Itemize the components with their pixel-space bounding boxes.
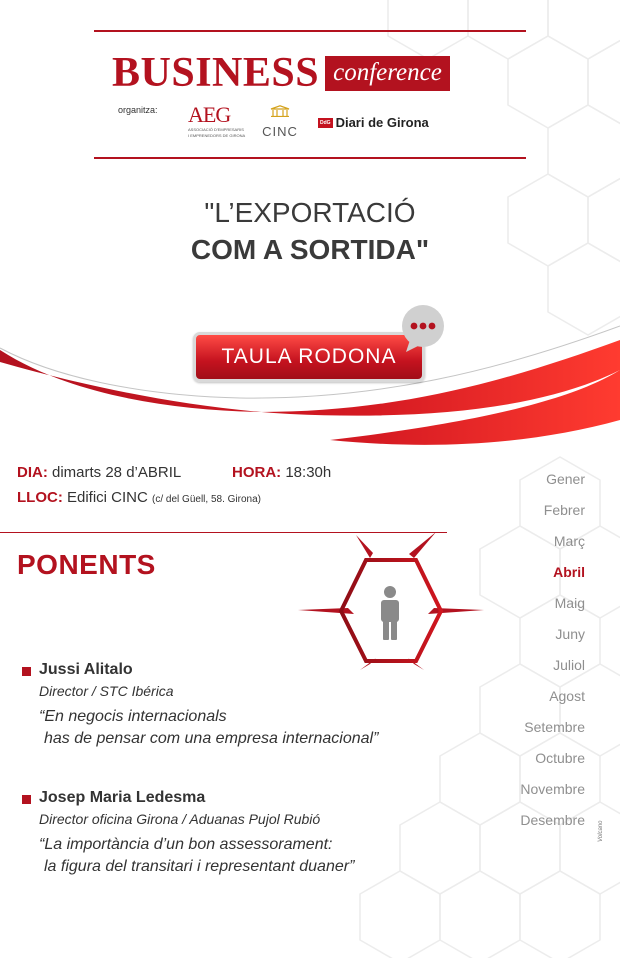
location-value: Edifici CINC bbox=[67, 489, 148, 506]
month-item: Novembre bbox=[520, 781, 585, 797]
cinc-building-icon bbox=[269, 105, 291, 117]
event-date bbox=[17, 464, 181, 481]
speaker-quote-line-2: has de pensar com una empresa internacional” bbox=[44, 730, 379, 747]
month-item: Agost bbox=[549, 688, 585, 704]
designer-credit: Volcano bbox=[598, 820, 604, 842]
aeg-logo-mark: AEG bbox=[188, 102, 231, 127]
diari-de-girona-mark: DdG bbox=[320, 119, 331, 126]
aeg-logo bbox=[188, 104, 250, 138]
cinc-logo bbox=[258, 104, 302, 139]
speaker-quote bbox=[39, 834, 354, 878]
speaker-card bbox=[22, 788, 354, 878]
time-label: HORA: bbox=[232, 464, 282, 481]
event-location bbox=[17, 489, 261, 506]
speaker-role: Director oficina Girona / Aduanas Pujol Rubió bbox=[39, 811, 321, 827]
month-item: Maig bbox=[554, 595, 585, 611]
speaker-card bbox=[22, 660, 378, 750]
date-value: dimarts 28 d’ABRIL bbox=[52, 464, 182, 481]
chat-bubble-icon bbox=[400, 304, 446, 354]
speaker-role: Director / STC Ibérica bbox=[39, 683, 174, 699]
bullet-square-icon bbox=[22, 795, 31, 804]
diari-de-girona-logo bbox=[318, 115, 429, 130]
speaker-quote-line-1: “En negocis internacionals bbox=[39, 708, 227, 725]
person-icon bbox=[381, 586, 399, 640]
header-bottom-rule bbox=[94, 157, 526, 159]
location-detail: (c/ del Güell, 58. Girona) bbox=[152, 494, 261, 505]
organizers-label: organitza: bbox=[118, 105, 158, 115]
month-item: Desembre bbox=[520, 812, 585, 828]
brand-logo bbox=[112, 52, 450, 94]
ponents-heading: PONENTS bbox=[17, 549, 156, 580]
location-label: LLOC: bbox=[17, 489, 63, 506]
date-label: DIA: bbox=[17, 464, 48, 481]
diari-de-girona-name: Diari de Girona bbox=[335, 115, 429, 130]
month-item: Octubre bbox=[535, 750, 585, 766]
cinc-logo-label: CINC bbox=[262, 124, 298, 139]
speaker-name: Jussi Alitalo bbox=[39, 661, 133, 678]
aeg-logo-subtitle-2: I EMPRENEDORS DE GIRONA bbox=[188, 133, 246, 138]
month-item: Juliol bbox=[553, 657, 585, 673]
bullet-square-icon bbox=[22, 667, 31, 676]
month-item: Març bbox=[553, 533, 585, 549]
month-item: Febrer bbox=[543, 502, 585, 518]
speaker-quote-line-1: “La importància d’un bon assessorament: bbox=[39, 836, 333, 853]
month-item: Juny bbox=[555, 626, 585, 642]
taula-rodona-badge: TAULA RODONA bbox=[193, 332, 425, 382]
time-value: 18:30h bbox=[285, 464, 332, 481]
event-title-line-1: "L’EXPORTACIÓ bbox=[204, 197, 416, 228]
brand-business-text: BUSINESS bbox=[112, 50, 320, 96]
aeg-logo-subtitle-1: ASSOCIACIÓ D'EMPRESARIS bbox=[188, 127, 244, 132]
speaker-quote bbox=[39, 706, 378, 750]
event-time bbox=[232, 464, 331, 481]
month-item: Gener bbox=[546, 471, 585, 487]
speaker-hexagon-graphic bbox=[296, 530, 486, 670]
header-top-rule bbox=[94, 30, 526, 32]
month-item: Setembre bbox=[524, 719, 585, 735]
speaker-name: Josep Maria Ledesma bbox=[39, 789, 206, 806]
brand-conference-badge: conference bbox=[325, 56, 450, 91]
speaker-quote-line-2: la figura del transitari i representant duaner” bbox=[44, 858, 355, 875]
month-item-active: Abril bbox=[553, 564, 585, 580]
event-title-line-2: COM A SORTIDA" bbox=[190, 234, 430, 265]
